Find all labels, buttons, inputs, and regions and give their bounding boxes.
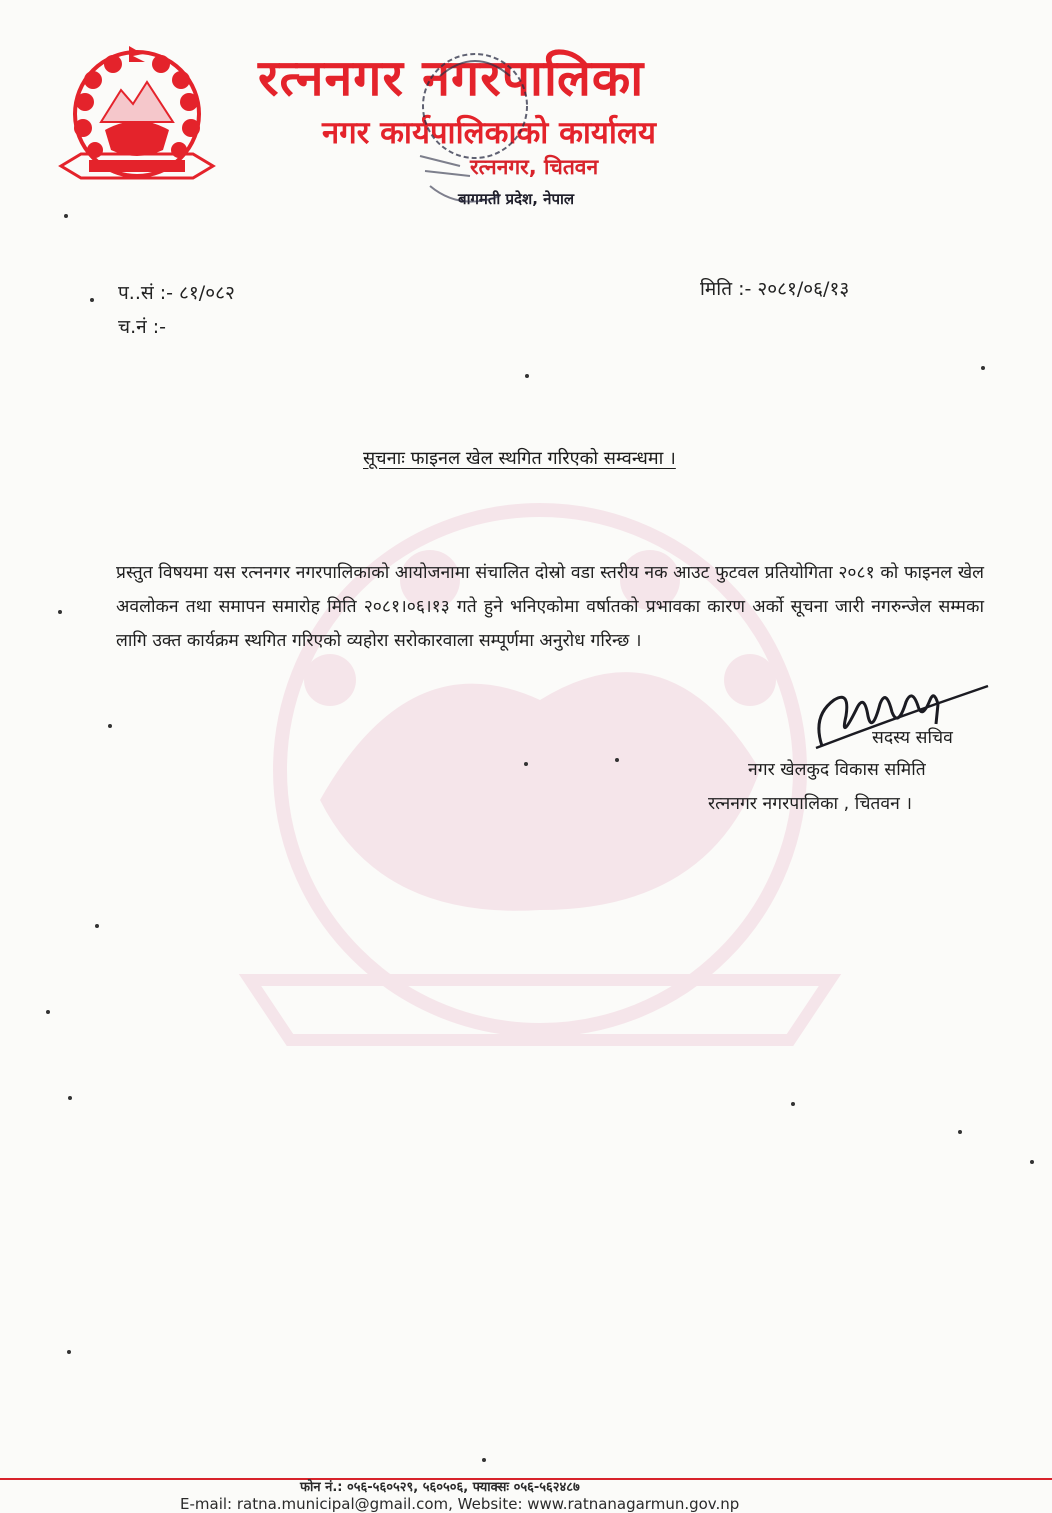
footer-email-website: E-mail: ratna.municipal@gmail.com, Website: www.ratnanagarmun.gov.np (180, 1495, 740, 1513)
letter-body: प्रस्तुत विषयमा यस रत्ननगर नगरपालिकाको आयोजनामा संचालित दोस्रो वडा स्तरीय नक आउट फुटवल प्रतियोगिता २०८१ को फाइनल खेल अवलोकन तथा समापन समारोह मिति २०८१।०६।१३ गते हुने भनिएकोमा वर्षातको प्रभावका कारण अर्को सूचना जारी नगरुन्जेल सम्मका लागि उक्त कार्यक्रम स्थगित गरिएको व्यहोरा सरोकारवाला सम्पूर्णमा अनुरोध गरिन्छ । (116, 563, 984, 651)
letter-date: मिति :- २०८१/०६/१३ (700, 278, 850, 300)
scan-speck (615, 758, 619, 762)
scan-speck (90, 298, 94, 302)
dispatch-number: च.नं :- (118, 316, 166, 338)
watermark-emblem-icon (190, 440, 890, 1140)
scan-speck (482, 1458, 486, 1462)
office-province: बागमती प्रदेश, नेपाल (458, 190, 575, 208)
reference-number: प..सं :- ८१/०८२ (118, 282, 235, 304)
scan-speck (525, 374, 529, 378)
signatory-title: सदस्य सचिव (872, 728, 953, 748)
office-name: नगर कार्यपालिकाको कार्यालय (322, 115, 656, 151)
scan-speck (108, 724, 112, 728)
scan-speck (58, 610, 62, 614)
scan-speck (791, 1102, 795, 1106)
nepal-emblem-icon (55, 42, 220, 192)
footer-phone: फोन नं.: ०५६-५६०५२९, ५६०५०६, फ्याक्सः ०५६-५६२४८७ (300, 1480, 580, 1495)
scan-speck (64, 214, 68, 218)
scan-speck (958, 1130, 962, 1134)
municipality-name: रत्ननगर नगरपालिका (258, 49, 645, 107)
signatory-office: रत्ननगर नगरपालिका , चितवन । (708, 794, 913, 814)
scan-speck (981, 366, 985, 370)
scan-speck (68, 1096, 72, 1100)
letter-subject: सूचनाः फाइनल खेल स्थगित गरिएको सम्वन्धमा । (363, 448, 676, 469)
scan-speck (524, 762, 528, 766)
scan-speck (95, 924, 99, 928)
office-place: रत्ननगर, चितवन (470, 155, 599, 179)
office-stamp-icon (400, 36, 550, 231)
scan-speck (67, 1350, 71, 1354)
signatory-committee: नगर खेलकुद विकास समिति (748, 760, 926, 780)
scan-speck (1030, 1160, 1034, 1164)
scan-speck (46, 1010, 50, 1014)
